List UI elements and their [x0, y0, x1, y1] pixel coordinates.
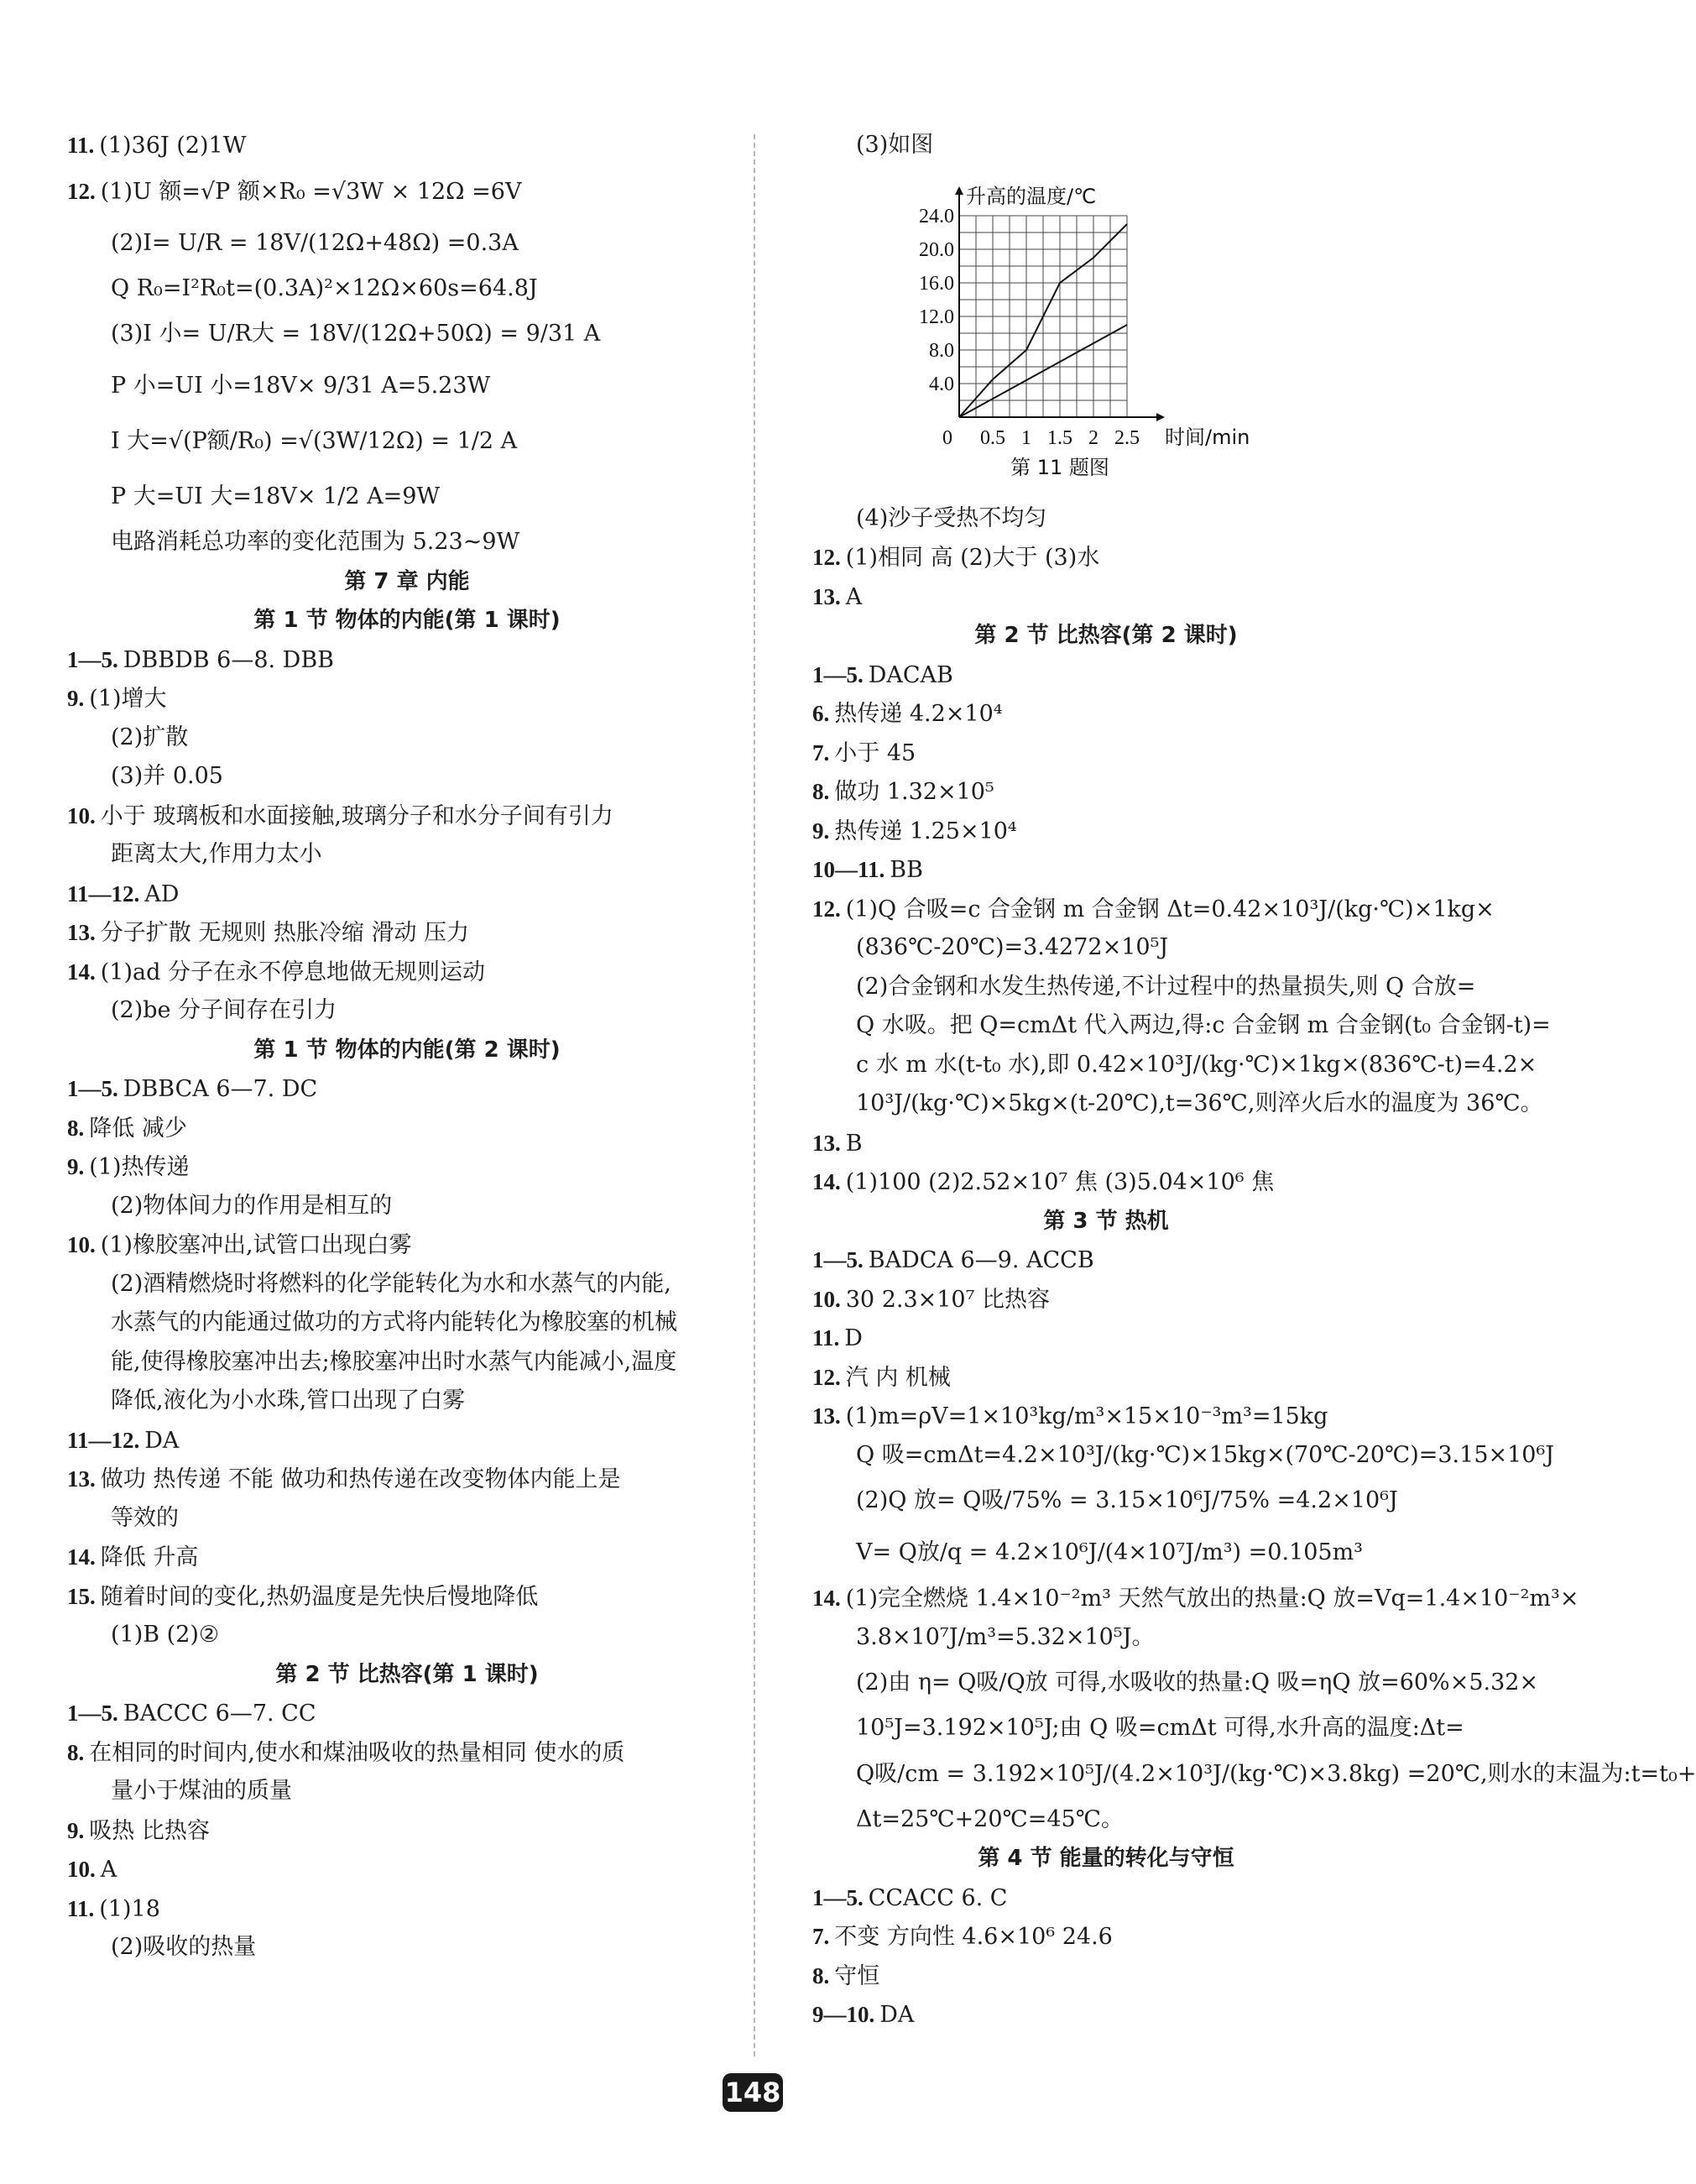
- answer-line: [812, 1527, 1400, 1579]
- question-number: 7.: [812, 1924, 830, 1949]
- line-text: (1)B (2)②: [111, 1622, 220, 1648]
- line-text: (3)如图: [856, 132, 934, 158]
- question-number: 8.: [67, 1115, 85, 1141]
- line-text: (1)18: [99, 1895, 160, 1922]
- answer-line: [67, 165, 747, 217]
- question-number: 9.: [812, 818, 830, 844]
- answer-line: [812, 1995, 1400, 2035]
- answer-line: [67, 1499, 747, 1539]
- answer-line: [67, 471, 747, 523]
- question-number: 13.: [812, 583, 841, 609]
- line-text: (1)U 额=√P 额×R₀ =√3W × 12Ω =6V: [100, 178, 522, 205]
- line-text: 做功 热传递 不能 做功和热传递在改变物体内能上是: [100, 1466, 621, 1492]
- line-text: (1)相同 高 (2)大于 (3)水: [845, 545, 1100, 571]
- line-text: 小于 45: [834, 739, 916, 766]
- answer-line: [67, 1772, 747, 1811]
- answer-line: [812, 928, 1400, 968]
- answer-line: [67, 835, 747, 875]
- answer-line: [67, 1304, 747, 1343]
- answer-line: [67, 875, 747, 914]
- question-number: 1—5.: [812, 1884, 864, 1910]
- answer-line: [812, 968, 1476, 1007]
- question-number: 13.: [812, 1130, 841, 1156]
- section-heading: [67, 562, 747, 602]
- answer-line: [67, 360, 747, 412]
- question-number: 14.: [812, 1586, 841, 1611]
- line-text: (1)橡胶塞冲出,试管口出现白雾: [100, 1232, 412, 1258]
- line-text: 能,使得橡胶塞冲出去;橡胶塞冲出时水蒸气内能减小,温度: [111, 1348, 677, 1375]
- line-text: DBBDB 6—8. DBB: [123, 646, 335, 673]
- question-number: 1—5.: [67, 646, 118, 672]
- question-number: 11—12.: [67, 880, 140, 907]
- question-number: 9—10.: [812, 2002, 875, 2027]
- answer-line: [67, 1265, 747, 1304]
- answer-line: [812, 1748, 1696, 1800]
- x-tick-label: 2: [1088, 426, 1098, 449]
- line-text: 吸热 比热容: [89, 1817, 210, 1844]
- answer-line: [812, 1319, 1400, 1358]
- line-text: 第 3 节 热机: [1043, 1208, 1169, 1234]
- line-text: (1)m=ρV=1×10³kg/m³×15×10⁻³m³=15kg: [845, 1403, 1328, 1429]
- question-number: 11—12.: [67, 1427, 140, 1453]
- answer-line: [812, 1800, 1400, 1840]
- answer-line: [67, 1694, 747, 1733]
- question-number: 9.: [67, 1817, 85, 1843]
- section-heading: [67, 1655, 747, 1695]
- answer-line: [67, 913, 747, 953]
- line-text: Q 吸=cmΔt=4.2×10³J/(kg·℃)×15kg×(70℃-20℃)=3.15×10⁶J: [856, 1441, 1555, 1468]
- answer-line: [67, 1889, 747, 1929]
- line-text: 降低,液化为小水珠,管口出现了白雾: [111, 1387, 466, 1413]
- answer-line: [67, 217, 747, 269]
- line-text: (1)ad 分子在永不停息地做无规则运动: [100, 959, 485, 985]
- line-text: A: [100, 1857, 117, 1883]
- answer-line: [812, 850, 1400, 890]
- line-text: 不变 方向性 4.6×10⁶ 24.6: [834, 1924, 1113, 1950]
- question-number: 8.: [812, 779, 830, 804]
- left-column: [67, 126, 747, 1967]
- line-text: (2)be 分子间存在引力: [111, 997, 337, 1023]
- question-number: 6.: [812, 701, 830, 726]
- answer-line: [812, 890, 1495, 929]
- answer-line: [67, 269, 747, 309]
- question-number: 13.: [67, 920, 96, 945]
- question-number: 11.: [812, 1325, 840, 1351]
- line-text: Q吸/cm = 3.192×10⁵J/(4.2×10³J/(kg·℃)×3.8kg) =20℃,则水的末温为:t=t₀+: [856, 1760, 1696, 1787]
- line-text: 热传递 4.2×10⁴: [834, 701, 1003, 727]
- line-text: A: [845, 583, 863, 610]
- answer-line: [812, 577, 1400, 617]
- line-text: 量小于煤油的质量: [111, 1778, 292, 1804]
- answer-line: [812, 1241, 1400, 1280]
- line-text: BACCC 6—7. CC: [123, 1701, 316, 1727]
- answer-line: [67, 308, 747, 360]
- chart-area: [812, 165, 1400, 499]
- answer-line: [812, 1709, 1464, 1748]
- line-text: (1)完全燃烧 1.4×10⁻²m³ 天然气放出的热量:Q 放=Vq=1.4×10⁻²m³×: [845, 1586, 1579, 1612]
- question-number: 15.: [67, 1583, 96, 1609]
- x-tick-label: 1: [1021, 426, 1031, 449]
- line-text: 小于 玻璃板和水面接触,玻璃分子和水分子间有引力: [100, 802, 613, 829]
- answer-line: [812, 1163, 1400, 1202]
- line-text: 水蒸气的内能通过做功的方式将内能转化为橡胶塞的机械: [111, 1309, 677, 1335]
- line-text: D: [844, 1325, 863, 1351]
- answer-line: [67, 1733, 747, 1773]
- line-text: 第 1 节 物体的内能(第 1 课时): [253, 608, 561, 633]
- answer-line: [67, 523, 747, 562]
- answer-line: [812, 1046, 1537, 1085]
- answer-line: [812, 1957, 1400, 1996]
- question-number: 1—5.: [67, 1701, 118, 1726]
- answer-line: [67, 757, 747, 797]
- line-text: 降低 减少: [89, 1115, 187, 1142]
- answer-line: [812, 656, 1400, 695]
- line-text: (1)36J (2)1W: [99, 133, 247, 159]
- question-number: 1—5.: [812, 1247, 864, 1272]
- line-text: AD: [144, 880, 180, 907]
- line-text: Q R₀=I²R₀t=(0.3A)²×12Ω×60s=64.8J: [111, 274, 538, 301]
- x-axis-label: 时间/min: [1165, 425, 1250, 449]
- answer-line: [67, 718, 747, 758]
- line-text: DACAB: [868, 661, 953, 688]
- question-number: 1—5.: [812, 661, 864, 687]
- line-text: P 小=UI 小=18V× 9/31 A=5.23W: [111, 373, 491, 399]
- line-text: (2)合金钢和水发生热传递,不计过程中的热量损失,则 Q 合放=: [856, 973, 1476, 1000]
- answer-line: [812, 1006, 1551, 1046]
- line-text: 随着时间的变化,热奶温度是先快后慢地降低: [100, 1583, 539, 1610]
- section-heading: [812, 1202, 1400, 1241]
- chart-title: 第 11 题图: [1010, 455, 1109, 479]
- line-text: DBBCA 6—7. DC: [123, 1076, 318, 1102]
- line-text: (4)沙子受热不均匀: [856, 504, 1047, 531]
- answer-line: [67, 797, 747, 836]
- line-text: (1)热传递: [89, 1154, 190, 1180]
- line-text: 第 2 节 比热容(第 1 课时): [275, 1661, 539, 1687]
- question-number: 1—5.: [67, 1076, 118, 1101]
- answer-line: [812, 1358, 1400, 1398]
- answer-line: [812, 1280, 1400, 1319]
- question-number: 12.: [812, 896, 841, 922]
- line-text: 距离太大,作用力太小: [111, 841, 322, 867]
- line-text: 守恒: [834, 1962, 880, 1989]
- right-column: [812, 126, 1696, 2035]
- question-number: 13.: [67, 1466, 96, 1492]
- section-heading: [67, 1031, 747, 1070]
- x-tick-label: 1.5: [1047, 426, 1072, 449]
- line-text: (2)由 η= Q吸/Q放 可得,水吸收的热量:Q 吸=ηQ 放=60%×5.32×: [856, 1669, 1539, 1695]
- line-text: (2)吸收的热量: [111, 1934, 257, 1960]
- x-tick-label: 0: [942, 426, 952, 449]
- question-number: 11.: [67, 1895, 95, 1921]
- answer-line: [67, 1538, 747, 1577]
- question-number: 9.: [67, 1154, 85, 1179]
- answer-line: [812, 772, 1400, 812]
- answer-line: [812, 1084, 1543, 1124]
- answer-line: [67, 1616, 747, 1655]
- answer-line: [67, 1109, 747, 1148]
- question-number: 10.: [812, 1286, 841, 1312]
- answer-line: [67, 1343, 747, 1382]
- line-text: 分子扩散 无规则 热胀冷缩 滑动 压力: [100, 920, 470, 946]
- answer-line: [67, 1850, 747, 1889]
- question-number: 10—11.: [812, 857, 885, 882]
- line-text: (1)100 (2)2.52×10⁷ 焦 (3)5.04×10⁶ 焦: [845, 1169, 1275, 1195]
- line-text: CCACC 6. C: [868, 1884, 1008, 1911]
- answer-line: [67, 640, 747, 680]
- answer-line: [812, 538, 1400, 577]
- x-tick-label: 0.5: [980, 426, 1005, 449]
- question-number: 9.: [67, 686, 85, 711]
- line-text: 等效的: [111, 1504, 179, 1531]
- y-tick-label: 16.0: [919, 272, 954, 295]
- answer-line: [67, 1069, 747, 1109]
- line-text: 10⁵J=3.192×10⁵J;由 Q 吸=cmΔt 可得,水升高的温度:Δt=: [856, 1715, 1464, 1741]
- section-heading: [67, 601, 747, 640]
- line-text: BADCA 6—9. ACCB: [868, 1247, 1094, 1273]
- line-text: 第 2 节 比热容(第 2 课时): [974, 623, 1238, 648]
- answer-line: [67, 1382, 747, 1421]
- line-text: 3.8×10⁷J/m³=5.32×10⁵J。: [856, 1623, 1155, 1650]
- line-text: (2)扩散: [111, 724, 189, 750]
- question-number: 7.: [812, 739, 830, 765]
- answer-line: [67, 1421, 747, 1460]
- line-text: (3)并 0.05: [111, 763, 223, 789]
- line-text: (1)Q 合吸=c 合金钢 m 合金钢 Δt=0.42×10³J/(kg·℃)×1kg×: [845, 896, 1495, 922]
- answer-line: [67, 1460, 747, 1499]
- column-divider: [754, 134, 755, 2056]
- question-number: 8.: [67, 1739, 85, 1765]
- line-text: (3)I 小= U/R大 = 18V/(12Ω+50Ω) = 9/31 A: [111, 321, 601, 347]
- line-text: P 大=UI 大=18V× 1/2 A=9W: [111, 483, 441, 509]
- question-number: 14.: [67, 1544, 96, 1570]
- question-number: 12.: [67, 178, 96, 204]
- y-tick-label: 20.0: [919, 238, 954, 261]
- answer-line: [812, 734, 1400, 773]
- line-text: 做功 1.32×10⁵: [834, 779, 994, 805]
- line-text: 汽 内 机械: [845, 1364, 951, 1391]
- answer-line: [67, 412, 747, 471]
- answer-line: [67, 126, 747, 165]
- line-text: Q 水吸。把 Q=cmΔt 代入两边,得:c 合金钢 m 合金钢(t₀ 合金钢-t)=: [856, 1012, 1551, 1038]
- answer-line: [67, 1928, 747, 1967]
- answer-line: [812, 1397, 1400, 1436]
- line-text: (2)I= U/R = 18V/(12Ω+48Ω) =0.3A: [111, 229, 519, 256]
- y-tick-label: 12.0: [919, 306, 954, 328]
- line-text: 在相同的时间内,使水和煤油吸收的热量相同 使水的质: [89, 1739, 625, 1766]
- line-text: 第 7 章 内能: [344, 568, 470, 594]
- answer-line: [812, 1124, 1400, 1163]
- question-number: 14.: [812, 1169, 841, 1194]
- answer-line: [67, 953, 747, 992]
- question-number: 10.: [67, 1857, 96, 1882]
- answer-line: [812, 1579, 1579, 1618]
- answer-line: [67, 679, 747, 718]
- x-tick-label: 2.5: [1114, 426, 1140, 449]
- question-number: 12.: [812, 1364, 841, 1390]
- page-number: 148: [723, 2073, 783, 2112]
- line-text: 热传递 1.25×10⁴: [834, 818, 1017, 844]
- answer-line: [67, 1147, 747, 1187]
- line-text: 30 2.3×10⁷ 比热容: [845, 1286, 1051, 1313]
- y-axis-label: 升高的温度/℃: [966, 184, 1097, 208]
- line-text: (2)Q 放= Q吸/75% = 3.15×10⁶J/75% =4.2×10⁶J: [856, 1487, 1398, 1513]
- answer-line: [812, 694, 1400, 734]
- y-axis-arrow: [955, 186, 963, 195]
- answer-line: [812, 812, 1400, 851]
- answer-line: [812, 1436, 1555, 1476]
- line-text: Δt=25℃+20℃=45℃。: [856, 1805, 1124, 1832]
- answer-line: [67, 1811, 747, 1851]
- temperature-chart: [879, 165, 1250, 499]
- line-text: I 大=√(P额/R₀) =√(3W/12Ω) = 1/2 A: [111, 428, 518, 454]
- line-text: 第 4 节 能量的转化与守恒: [978, 1846, 1234, 1871]
- question-number: 11.: [67, 133, 95, 158]
- line-text: 电路消耗总功率的变化范围为 5.23~9W: [111, 529, 520, 555]
- line-text: B: [845, 1130, 863, 1157]
- line-text: 第 1 节 物体的内能(第 2 课时): [253, 1037, 561, 1063]
- answer-line: [67, 1225, 747, 1265]
- line-text: V= Q放/q = 4.2×10⁶J/(4×10⁷J/m³) =0.105m³: [856, 1539, 1363, 1565]
- line-text: BB: [890, 857, 923, 883]
- line-text: (1)增大: [89, 686, 167, 712]
- y-tick-label: 4.0: [929, 373, 954, 395]
- answer-line: [67, 1187, 747, 1226]
- answer-line: [812, 1657, 1539, 1709]
- question-number: 10.: [67, 802, 96, 828]
- answer-line: [812, 499, 1400, 539]
- question-number: 8.: [812, 1962, 830, 1988]
- line-text: c 水 m 水(t-t₀ 水),即 0.42×10³J/(kg·℃)×1kg×(836℃-t)=4.2×: [856, 1051, 1537, 1078]
- question-number: 14.: [67, 959, 96, 985]
- y-tick-label: 8.0: [929, 339, 954, 362]
- answer-line: [67, 1577, 747, 1617]
- right-top-line: [812, 126, 1400, 165]
- answer-line: [67, 991, 747, 1031]
- line-text: 降低 升高: [100, 1544, 199, 1570]
- answer-line: [812, 1917, 1400, 1957]
- line-text: (2)物体间力的作用是相互的: [111, 1192, 393, 1219]
- question-number: 10.: [67, 1232, 96, 1257]
- right-column-body: [812, 499, 1696, 2035]
- answer-line: [812, 1475, 1400, 1527]
- line-text: DA: [144, 1427, 180, 1454]
- line-text: DA: [879, 2002, 915, 2028]
- answer-line: [812, 1618, 1400, 1658]
- section-heading: [812, 616, 1400, 656]
- question-number: 13.: [812, 1403, 841, 1429]
- answer-line: [812, 1878, 1400, 1918]
- y-tick-label: 24.0: [919, 205, 954, 227]
- x-axis-arrow: [1156, 413, 1165, 421]
- line-text: 10³J/(kg·℃)×5kg×(t-20℃),t=36℃,则淬火后水的温度为 36℃。: [856, 1090, 1543, 1116]
- section-heading: [812, 1839, 1400, 1878]
- question-number: 12.: [812, 545, 841, 570]
- line-text: (2)酒精燃烧时将燃料的化学能转化为水和水蒸气的内能,: [111, 1270, 671, 1297]
- line-text: (836℃-20℃)=3.4272×10⁵J: [856, 934, 1169, 960]
